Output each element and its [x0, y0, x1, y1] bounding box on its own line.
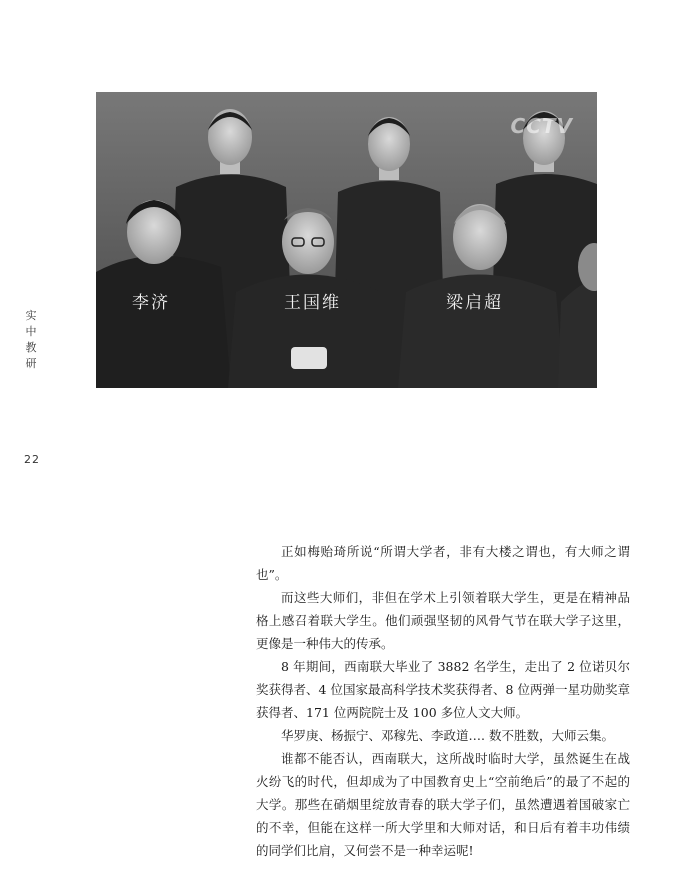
article-body — [256, 540, 630, 862]
page-number: 22 — [24, 453, 40, 466]
cctv-watermark-logo: CCTV — [510, 114, 573, 138]
article-paragraph: 华罗庚、杨振宁、邓稼先、李政道…. 数不胜数，大师云集。 — [281, 728, 614, 743]
photo-caption-liang-qichao: 梁启超 — [446, 293, 503, 313]
title-char: 实 — [25, 309, 37, 322]
photo-caption-li-ji: 李济 — [132, 293, 170, 313]
article-paragraph: 正如梅贻琦所说“所谓大学者，非有大楼之谓也，有大师之谓也”。 — [256, 544, 630, 582]
article-paragraph: 8 年期间，西南联大毕业了 3882 名学生，走出了 2 位诺贝尔奖获得者、4 位国家最高科学技术奖获得者、8 位两弹一星功勋奖章获得者、171 位两院院士及 100 多位人文大师。 — [256, 659, 630, 720]
vertical-publication-title — [23, 308, 39, 372]
title-char: 教 — [25, 341, 37, 354]
title-char: 中 — [25, 325, 37, 338]
historical-group-photo — [96, 92, 597, 388]
photo-caption-wang-guowei: 王国维 — [284, 293, 341, 313]
title-char: 研 — [25, 357, 37, 370]
article-paragraph: 谁都不能否认，西南联大，这所战时临时大学，虽然诞生在战火纷飞的时代，但却成为了中国教育史上“空前绝后”的最了不起的大学。那些在硝烟里绽放青春的联大学子们，虽然遭遇着国破家亡的不幸，但能在这样一所大学里和大师对话，和日后有着丰功伟绩的同学们比肩，又何尝不是一种幸运呢! — [256, 751, 630, 858]
article-paragraph: 而这些大师们，非但在学术上引领着联大学生，更是在精神品格上感召着联大学生。他们顽强坚韧的风骨气节在联大学子这里，更像是一种伟大的传承。 — [256, 590, 630, 651]
